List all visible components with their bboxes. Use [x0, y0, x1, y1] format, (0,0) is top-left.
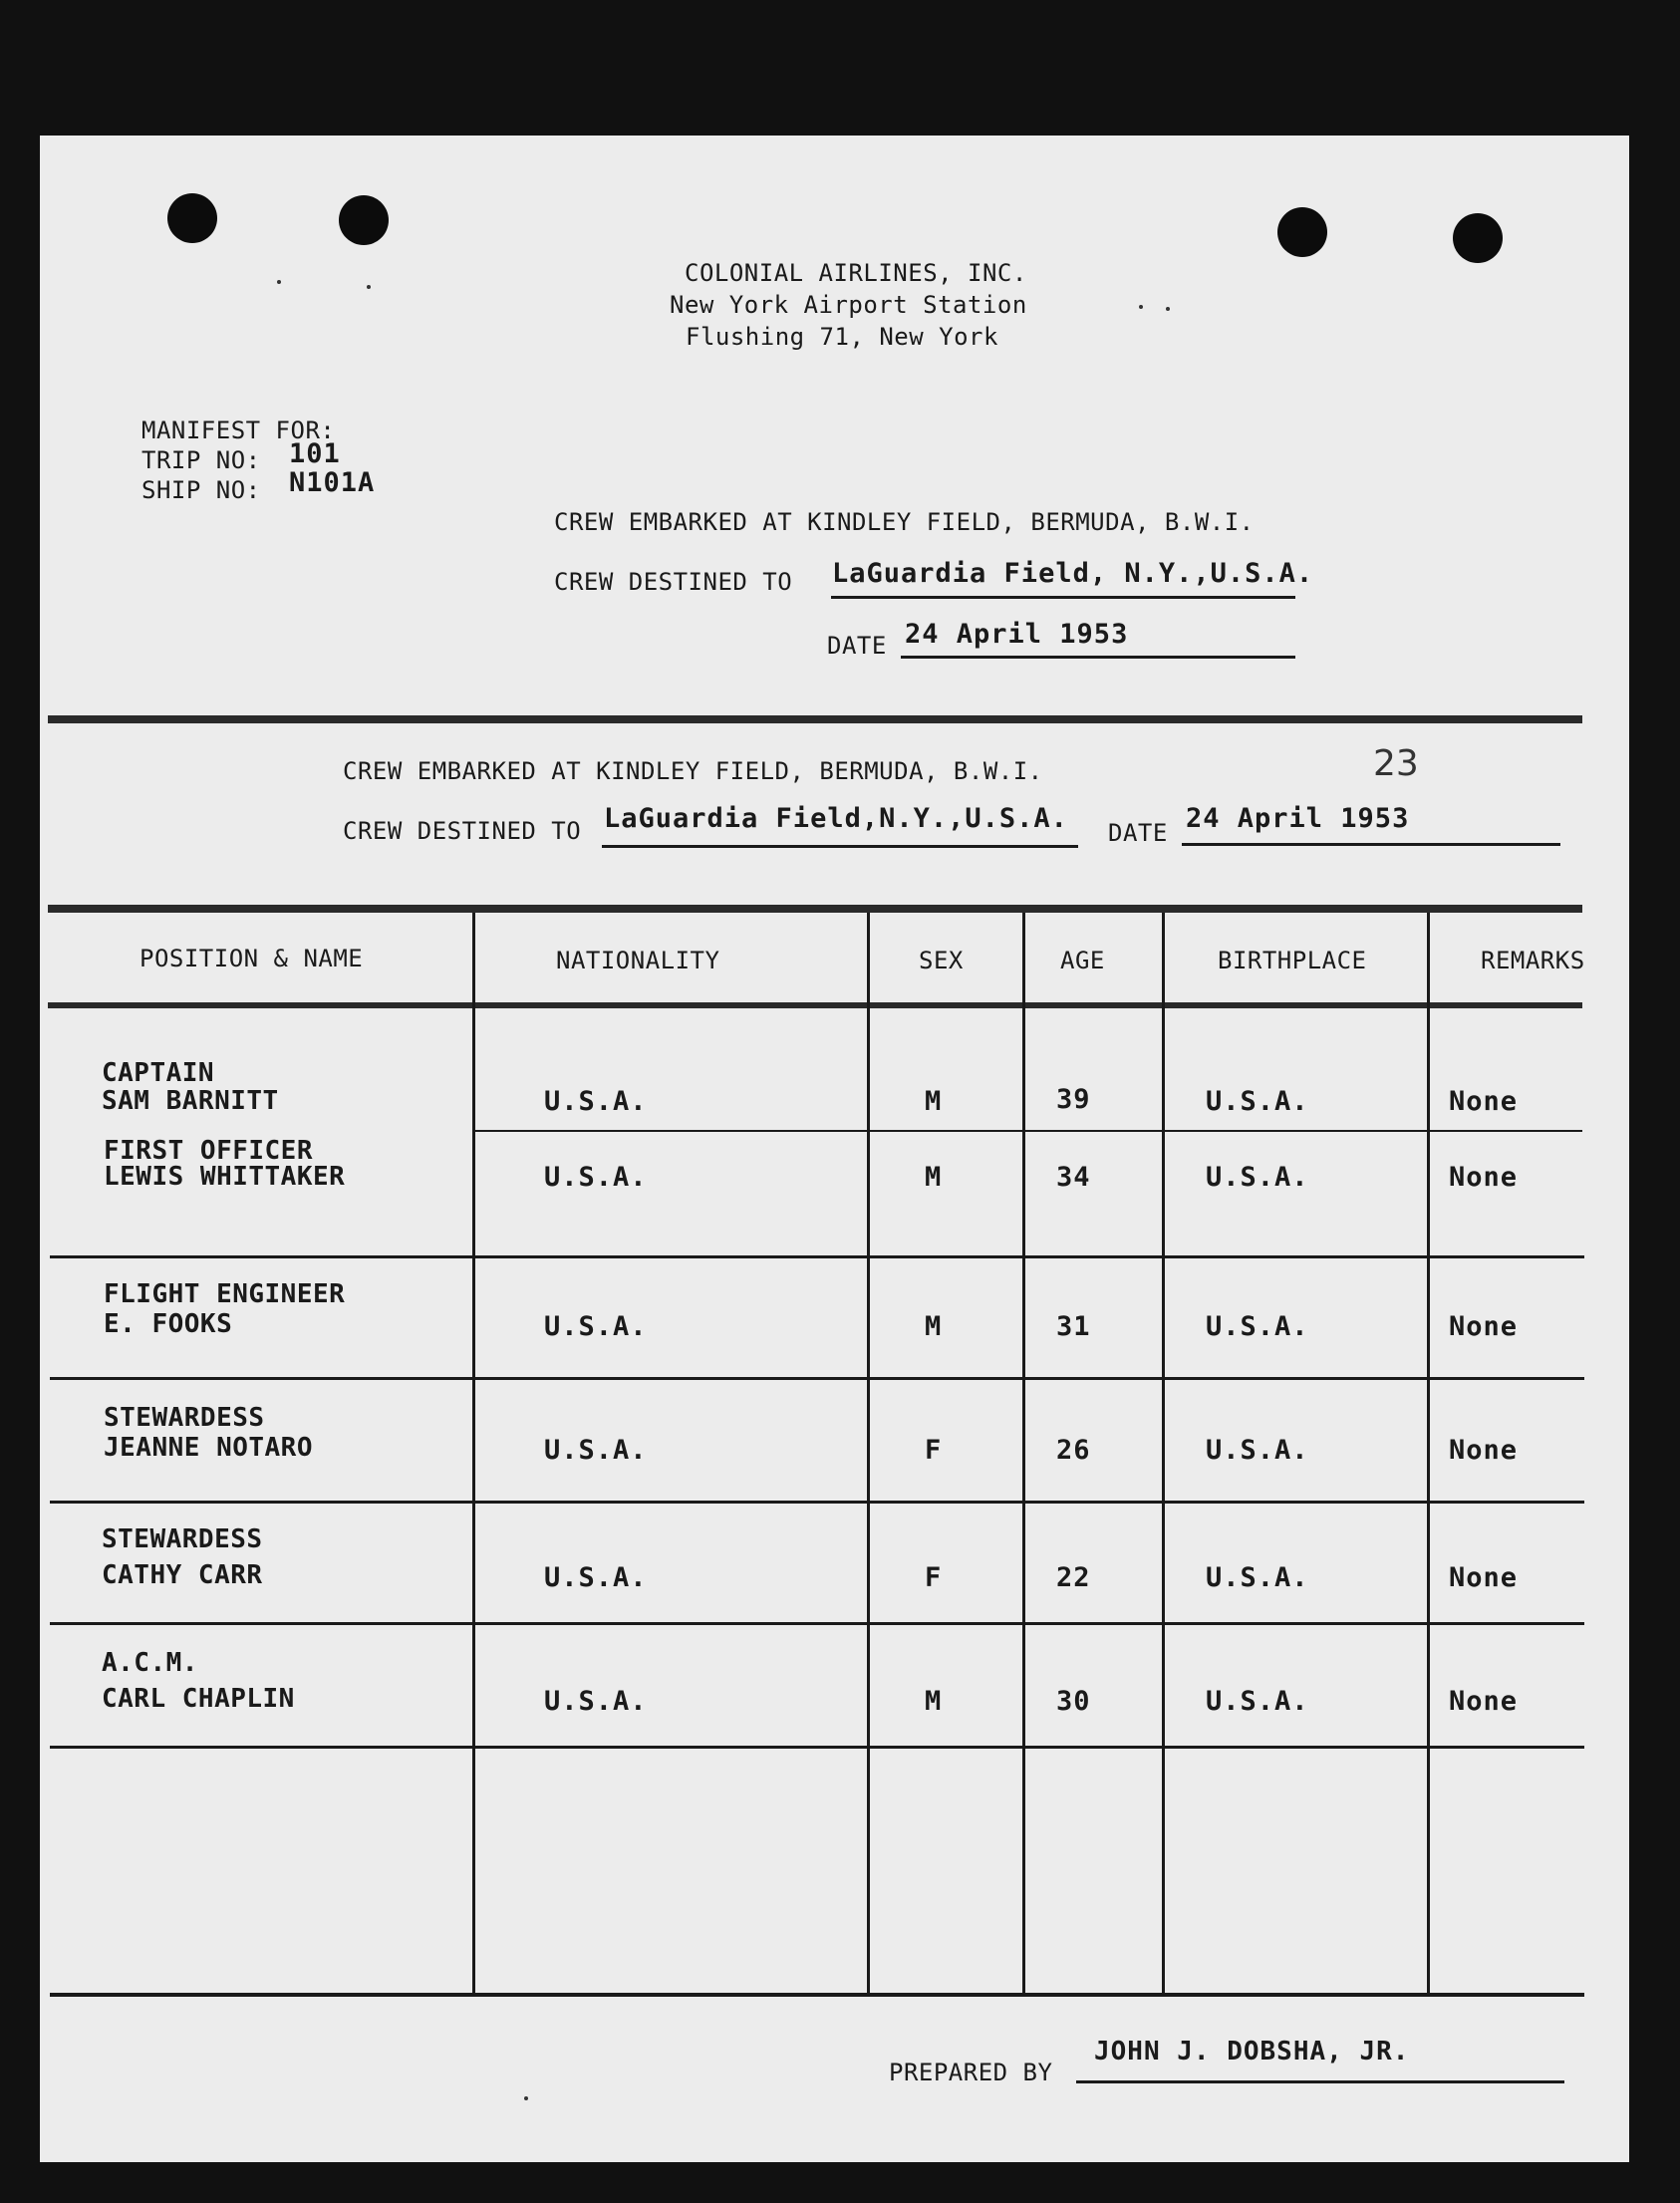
destined-underline-1: [831, 596, 1295, 599]
destined-value-1: LaGuardia Field, N.Y.,U.S.A.: [832, 558, 1314, 589]
table-row-5-remarks: None: [1449, 1562, 1519, 1593]
header-remarks: REMARKS: [1481, 947, 1585, 974]
row-divider: [472, 1130, 1582, 1132]
destined-label-2: CREW DESTINED TO: [343, 817, 582, 845]
column-divider: [1162, 913, 1165, 1997]
table-row-4-age: 26: [1056, 1435, 1091, 1466]
table-row-2-sex: M: [925, 1162, 943, 1193]
table-row-2-name: LEWIS WHITTAKER: [104, 1162, 346, 1192]
table-row-1-nationality: U.S.A.: [544, 1086, 648, 1117]
speck: [1166, 307, 1170, 311]
date-underline-1: [901, 656, 1295, 659]
table-row-5-name: CATHY CARR: [102, 1560, 263, 1590]
date-value-2: 24 April 1953: [1186, 803, 1410, 834]
page-number: 23: [1373, 743, 1419, 784]
header-birthplace: BIRTHPLACE: [1218, 947, 1367, 974]
station-address: Flushing 71, New York: [686, 323, 998, 351]
table-top-rule: [48, 905, 1582, 913]
table-row-3-nationality: U.S.A.: [544, 1311, 648, 1342]
ship-value: N101A: [289, 467, 376, 498]
punch-hole: [1453, 213, 1503, 263]
speck: [277, 280, 281, 284]
destined-value-2: LaGuardia Field,N.Y.,U.S.A.: [604, 803, 1068, 834]
date-underline-2: [1182, 843, 1560, 846]
table-row-1-birthplace: U.S.A.: [1206, 1086, 1309, 1117]
header-bottom-rule: [48, 1002, 1582, 1008]
table-row-2-position: FIRST OFFICER: [104, 1136, 313, 1166]
manifest-for-label: MANIFEST FOR:: [141, 416, 336, 444]
column-divider: [472, 913, 475, 1997]
table-row-4-name: JEANNE NOTARO: [104, 1433, 313, 1463]
speck: [367, 285, 371, 289]
table-row-2-nationality: U.S.A.: [544, 1162, 648, 1193]
company-name: COLONIAL AIRLINES, INC.: [685, 259, 1027, 287]
date-label-2: DATE: [1108, 819, 1168, 847]
table-row-1-sex: M: [925, 1086, 943, 1117]
table-row-2-remarks: None: [1449, 1162, 1519, 1193]
prepared-by-label: PREPARED BY: [889, 2059, 1053, 2086]
table-row-1-remarks: None: [1449, 1086, 1519, 1117]
table-row-6-birthplace: U.S.A.: [1206, 1686, 1309, 1717]
table-row-4-position: STEWARDESS: [104, 1403, 265, 1433]
row-divider: [50, 1377, 1584, 1380]
section-divider: [48, 715, 1582, 723]
table-row-1-position: CAPTAIN: [102, 1058, 215, 1088]
table-row-6-remarks: None: [1449, 1686, 1519, 1717]
row-divider: [50, 1746, 1584, 1749]
table-row-3-age: 31: [1056, 1311, 1091, 1342]
prepared-by-value: JOHN J. DOBSHA, JR.: [1094, 2037, 1410, 2066]
table-row-4-sex: F: [925, 1435, 943, 1466]
table-row-4-nationality: U.S.A.: [544, 1435, 648, 1466]
table-row-6-name: CARL CHAPLIN: [102, 1684, 295, 1714]
destined-underline-2: [602, 845, 1078, 848]
header-position-name: POSITION & NAME: [140, 945, 364, 972]
row-divider: [50, 1622, 1584, 1625]
manifest-document: [40, 136, 1629, 2162]
table-row-6-nationality: U.S.A.: [544, 1686, 648, 1717]
table-row-6-age: 30: [1056, 1686, 1091, 1717]
trip-value: 101: [289, 438, 341, 469]
header-age: AGE: [1060, 947, 1105, 974]
trip-label: TRIP NO:: [141, 446, 261, 474]
table-row-1-name: SAM BARNITT: [102, 1086, 279, 1116]
punch-hole: [1277, 207, 1327, 257]
row-divider: [50, 1993, 1584, 1997]
column-divider: [867, 913, 870, 1997]
column-divider: [1022, 913, 1025, 1997]
column-divider: [1427, 913, 1430, 1997]
table-row-2-age: 34: [1056, 1162, 1091, 1193]
row-divider: [50, 1255, 1584, 1258]
table-row-2-birthplace: U.S.A.: [1206, 1162, 1309, 1193]
table-row-1-age: 39: [1056, 1084, 1091, 1115]
table-row-6-position: A.C.M.: [102, 1648, 198, 1678]
punch-hole: [167, 193, 217, 243]
speck: [524, 2096, 528, 2100]
table-row-6-sex: M: [925, 1686, 943, 1717]
destined-label-1: CREW DESTINED TO: [554, 568, 793, 596]
punch-hole: [339, 195, 389, 245]
table-row-4-birthplace: U.S.A.: [1206, 1435, 1309, 1466]
table-row-3-remarks: None: [1449, 1311, 1519, 1342]
table-row-5-nationality: U.S.A.: [544, 1562, 648, 1593]
header-sex: SEX: [919, 947, 964, 974]
table-row-3-birthplace: U.S.A.: [1206, 1311, 1309, 1342]
prepared-by-underline: [1076, 2080, 1564, 2083]
table-row-3-name: E. FOOKS: [104, 1309, 233, 1339]
table-row-5-age: 22: [1056, 1562, 1091, 1593]
table-row-5-birthplace: U.S.A.: [1206, 1562, 1309, 1593]
table-row-3-sex: M: [925, 1311, 943, 1342]
table-row-4-remarks: None: [1449, 1435, 1519, 1466]
row-divider: [50, 1501, 1584, 1504]
embarked-line-2: CREW EMBARKED AT KINDLEY FIELD, BERMUDA, B.W.I.: [343, 757, 1043, 785]
table-row-3-position: FLIGHT ENGINEER: [104, 1279, 346, 1309]
table-row-5-position: STEWARDESS: [102, 1524, 263, 1554]
embarked-line-1: CREW EMBARKED AT KINDLEY FIELD, BERMUDA, B.W.I.: [554, 508, 1255, 536]
header-nationality: NATIONALITY: [556, 947, 720, 974]
ship-label: SHIP NO:: [141, 476, 261, 504]
station-name: New York Airport Station: [670, 291, 1027, 319]
table-row-5-sex: F: [925, 1562, 943, 1593]
speck: [1139, 305, 1143, 309]
date-value-1: 24 April 1953: [905, 619, 1129, 650]
date-label-1: DATE: [827, 632, 887, 660]
